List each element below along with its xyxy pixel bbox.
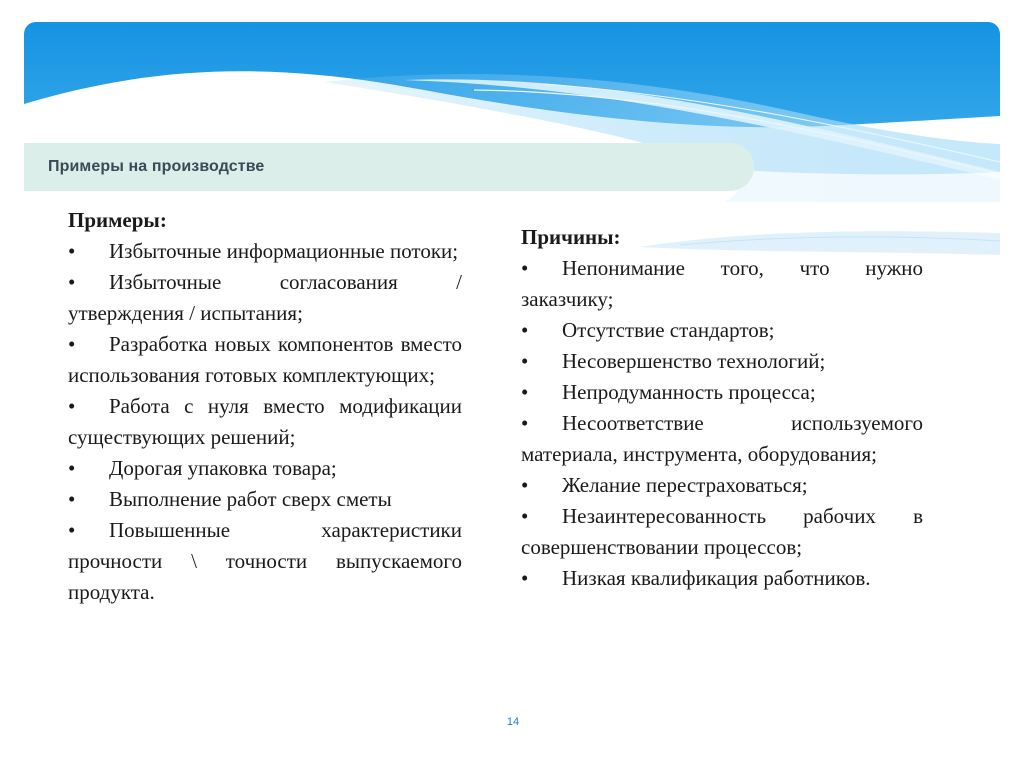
list-item: [521, 470, 923, 501]
list-item-text: Дорогая упаковка товара;: [109, 456, 337, 480]
bullet-icon: •: [68, 456, 76, 480]
list-item-text: Непродуманность процесса;: [562, 380, 816, 404]
list-item: [521, 408, 923, 470]
list-item-text: Выполнение работ сверх сметы: [109, 487, 392, 511]
list-item-text: Повышенные характеристики прочности \ точности выпускаемого продукта.: [68, 518, 462, 604]
list-item: [68, 484, 462, 515]
list-item: [68, 453, 462, 484]
list-item-text: Непонимание того, что нужно заказчику;: [521, 256, 923, 311]
list-item-text: Несовершенство технологий;: [562, 349, 826, 373]
list-item-text: Незаинтересованность рабочих в совершенствовании процессов;: [521, 504, 923, 559]
list-item-text: Разработка новых компонентов вместо использования готовых комплектующих;: [68, 332, 462, 387]
list-item-text: Отсутствие стандартов;: [562, 318, 775, 342]
list-item-text: Избыточные информационные потоки;: [109, 239, 459, 263]
bullet-icon: •: [68, 332, 76, 356]
slide-title: Примеры на производстве: [48, 158, 265, 175]
bullet-icon: •: [521, 504, 529, 528]
title-bar: [24, 143, 754, 191]
bullet-icon: •: [521, 256, 529, 280]
list-item-text: Низкая квалификация работников.: [562, 566, 871, 590]
bullet-icon: •: [521, 473, 529, 497]
examples-heading: Примеры:: [68, 208, 167, 232]
bullet-icon: •: [521, 411, 529, 435]
list-item: [68, 267, 462, 329]
bullet-icon: •: [68, 239, 76, 263]
list-item-text: Несоответствие используемого материала, инструмента, оборудования;: [521, 411, 923, 466]
list-item: [521, 563, 923, 594]
list-item-text: Работа с нуля вместо модификации существующих решений;: [68, 394, 462, 449]
causes-heading: Причины:: [521, 225, 621, 249]
causes-column: [521, 222, 923, 594]
examples-list: [68, 236, 462, 608]
causes-list: [521, 253, 923, 594]
page-number: 14: [506, 716, 520, 728]
list-item: [521, 501, 923, 563]
bullet-icon: •: [521, 380, 529, 404]
list-item: [521, 253, 923, 315]
bullet-icon: •: [68, 518, 76, 542]
list-item: [68, 236, 462, 267]
list-item: [521, 377, 923, 408]
list-item: [68, 391, 462, 453]
examples-column: [68, 205, 462, 608]
bullet-icon: •: [68, 487, 76, 511]
bullet-icon: •: [68, 270, 76, 294]
bullet-icon: •: [521, 566, 529, 590]
list-item: [521, 346, 923, 377]
list-item-text: Желание перестраховаться;: [562, 473, 808, 497]
bullet-icon: •: [521, 318, 529, 342]
bullet-icon: •: [68, 394, 76, 418]
list-item: [521, 315, 923, 346]
list-item: [68, 329, 462, 391]
list-item-text: Избыточные согласования / утверждения / испытания;: [68, 270, 462, 325]
list-item: [68, 515, 462, 608]
bullet-icon: •: [521, 349, 529, 373]
